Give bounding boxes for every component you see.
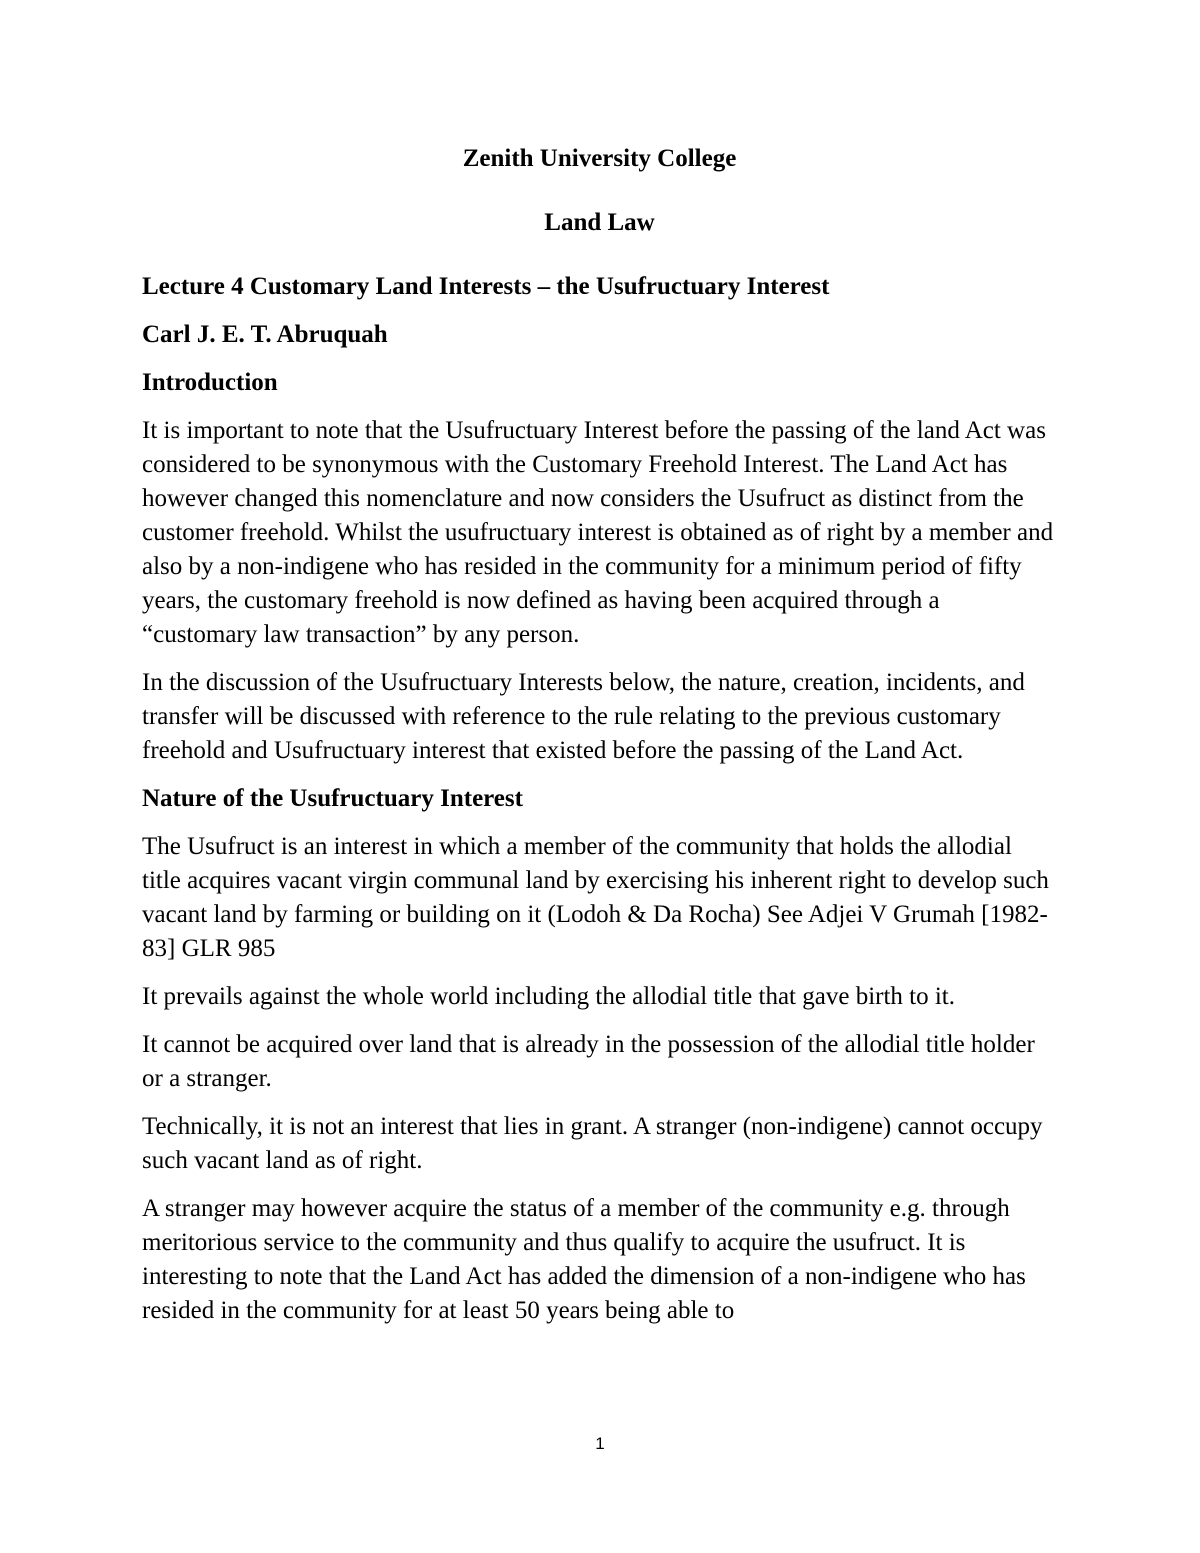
paragraph: The Usufruct is an interest in which a member of the community that holds the allodial title acquires vacant virgin communal land by exercising his inherent right to develop such vacant land by farming or building on it (Lodoh & Da Rocha) See Adjei V Grumah [1982-83] GLR 985 (142, 833, 1049, 962)
paragraph: It prevails against the whole world including the allodial title that gave birth to it. (142, 983, 956, 1010)
paragraph: In the discussion of the Usufructuary Interests below, the nature, creation, incidents, and transfer will be discussed with reference to the rule relating to the previous customary freehold and Usufructuary interest that existed before the passing of the Land Act. (142, 669, 1025, 764)
section-heading-nature: Nature of the Usufructuary Interest (142, 785, 523, 812)
paragraph: A stranger may however acquire the status of a member of the community e.g. through meritorious service to the community and thus qualify to acquire the usufruct. It is interesting to note that the Land Act has added the dimension of a non-indigene who has resided in the community for at least 50 years being able to (142, 1195, 1026, 1324)
paragraph: Technically, it is not an interest that lies in grant. A stranger (non-indigene) cannot occupy such vacant land as of right. (142, 1113, 1043, 1174)
page-number: 1 (595, 1434, 605, 1453)
page-content (142, 142, 1057, 1342)
paragraph: It is important to note that the Usufructuary Interest before the passing of the land Act was considered to be synonymous with the Customary Freehold Interest. The Land Act has however changed this nomenclature and now considers the Usufruct as distinct from the customer freehold. Whilst the usufructuary interest is obtained as of right by a member and also by a non-indigene who has resided in the community for a minimum period of fifty years, the customary freehold is now defined as having been acquired through a “customary law transaction” by any person. (142, 417, 1054, 648)
section-heading-introduction: Introduction (142, 369, 278, 396)
paragraph: It cannot be acquired over land that is already in the possession of the allodial title holder or a stranger. (142, 1031, 1035, 1092)
lecture-title: Lecture 4 Customary Land Interests – the Usufructuary Interest (142, 273, 830, 300)
course-title: Land Law (544, 209, 655, 236)
institution-title: Zenith University College (462, 145, 737, 172)
author-name: Carl J. E. T. Abruquah (142, 321, 388, 348)
